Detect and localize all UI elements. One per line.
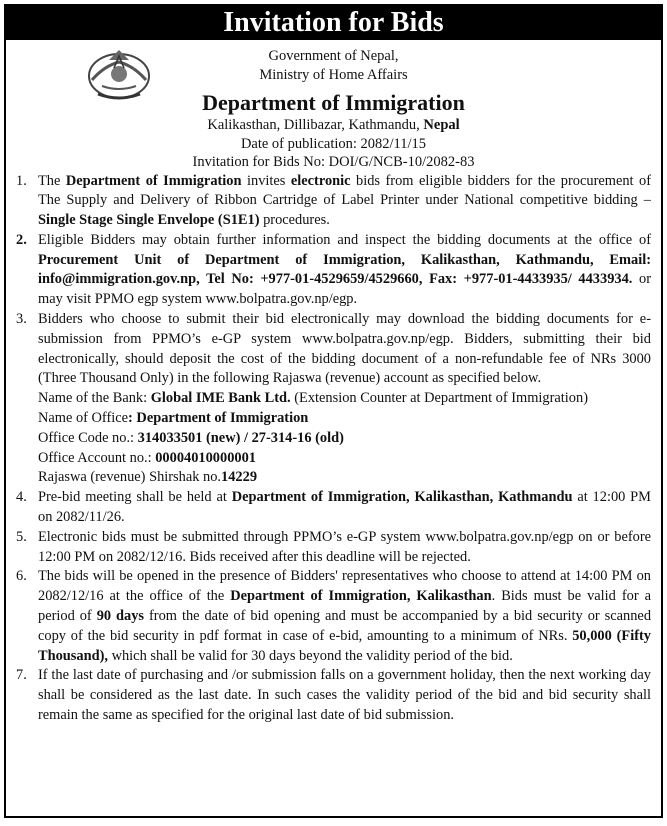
list-item [6, 666, 651, 725]
bank-label: Name of the Bank: [38, 390, 151, 407]
item-number: 6. [16, 568, 27, 585]
address-text: Kalikasthan, Dillibazar, Kathmandu, [207, 117, 424, 133]
office-name: : Department of Immigration [128, 410, 309, 427]
bid-notice [4, 4, 663, 818]
item-text: Bidders who choose to submit their bid electronically may download the bidding documents for e-submission from PPMO’s e-GP system www.bolpatra.gov.np/egp. Bidders, submitting their bid electronically, should deposit the cost of the bidding document of a non-refundable fee of NRs 3000 (Three Thousand Only) in the following Rajaswa (revenue) account as specified below. [38, 311, 651, 387]
nepal-emblem-icon [84, 46, 154, 102]
list-item [6, 528, 651, 568]
item-text: Eligible Bidders may obtain further information and inspect the bidding documents at the office of [38, 231, 651, 248]
item-bold: Department of Immigration, Kalikasthan, Kathmandu [231, 489, 573, 506]
bid-number: Invitation for Bids No: DOI/G/NCB-10/2082-83 [192, 154, 475, 170]
account-label: Office Account no.: [38, 449, 156, 466]
shirshak-value: 14229 [221, 469, 258, 486]
item-text: from the date of bid opening and must be accompanied by a bid security or scanned copy of the bid security in pdf format in case of e-bid, amounting to a minimum of NRs. [38, 608, 652, 644]
item-bold: 50,000 (Fifty Thousand), [38, 627, 651, 664]
account-value: 00004010000001 [155, 449, 256, 466]
office-label: Name of Office [38, 410, 129, 427]
item-number: 5. [16, 528, 27, 545]
item-text: Electronic bids must be submitted through PPMO’s e-GP system www.bolpatra.gov.np/egp on or before 12:00 PM on 2082/12/16. Bids received after this deadline will be rejected. [38, 528, 651, 565]
item-bold: Department of Immigration [65, 172, 242, 189]
item-bold: Single Stage Single Envelope (S1E1) [38, 212, 260, 229]
item-text: The [38, 172, 66, 189]
item-text: Pre-bid meeting shall be held at [38, 489, 232, 506]
item-text: at 12:00 PM on 2082/11/26. [38, 489, 651, 526]
list-item [6, 567, 651, 666]
bank-note: (Extension Counter at Department of Immigration) [290, 390, 588, 407]
shirshak-label: Rajaswa (revenue) Shirshak no. [38, 469, 222, 486]
office-code-value: 314033501 (new) / 27-314-16 (old) [137, 429, 344, 446]
item-number: 7. [16, 667, 27, 684]
bank-name: Global IME Bank Ltd. [150, 390, 291, 407]
item-number: 1. [16, 172, 27, 189]
item-bold: electronic [290, 172, 351, 189]
list-item [6, 488, 651, 528]
item-number: 4. [16, 489, 27, 506]
item-text: bids from eligible bidders for the procurement of The Supply and Delivery of Ribbon Cartridge of Label Printer under National competitive bidding – [38, 172, 651, 209]
address-country: Nepal [423, 117, 460, 133]
list-item [6, 172, 651, 231]
government-line: Government of Nepal, [268, 48, 399, 64]
item-text: . Bids must be valid for a period of [38, 588, 651, 625]
department-name: Department of Immigration [202, 90, 465, 115]
address-line [6, 116, 661, 135]
page-title: Invitation for Bids [6, 6, 661, 40]
office-line [38, 409, 651, 429]
notice-items [6, 172, 661, 726]
office-code-label: Office Code no.: [38, 429, 138, 446]
list-item [6, 310, 651, 488]
bank-line [38, 389, 651, 409]
item-text: procedures. [259, 212, 330, 229]
item-bold: 90 days [96, 608, 145, 625]
contact-details: Procurement Unit of Department of Immigration, Kalikasthan, Kathmandu, Email: info@immigration.gov.np, Tel No: +977-01-4529659/4529660, Fax: +977-01-4433935/ 4433934. [38, 251, 651, 288]
item-text: The bids will be opened in the presence of Bidders' representatives who choose to attend at 14:00 PM on 2082/12/16 at the office of the [38, 568, 651, 605]
item-number: 3. [16, 311, 27, 328]
shirshak-line [38, 468, 651, 488]
item-text: If the last date of purchasing and /or submission falls on a government holiday, then the next working day shall be considered as the last date. In such cases the validity period of the bid and bid security shall remain the same as specified for the original last date of bid submission. [38, 667, 651, 724]
item-bold: Department of Immigration, Kalikasthan [230, 588, 492, 605]
item-text: or may visit PPMO egp system www.bolpatra.gov.np/egp. [38, 271, 652, 308]
item-text: invites [241, 172, 291, 189]
publication-date: Date of publication: 2082/11/15 [240, 135, 427, 152]
account-line [38, 449, 651, 469]
item-text: which shall be valid for 30 days beyond the validity period of the bid. [108, 647, 513, 664]
ministry-line: Ministry of Home Affairs [259, 67, 408, 83]
item-number: 2. [16, 231, 27, 248]
office-code-line [38, 429, 651, 449]
list-item [6, 231, 651, 310]
